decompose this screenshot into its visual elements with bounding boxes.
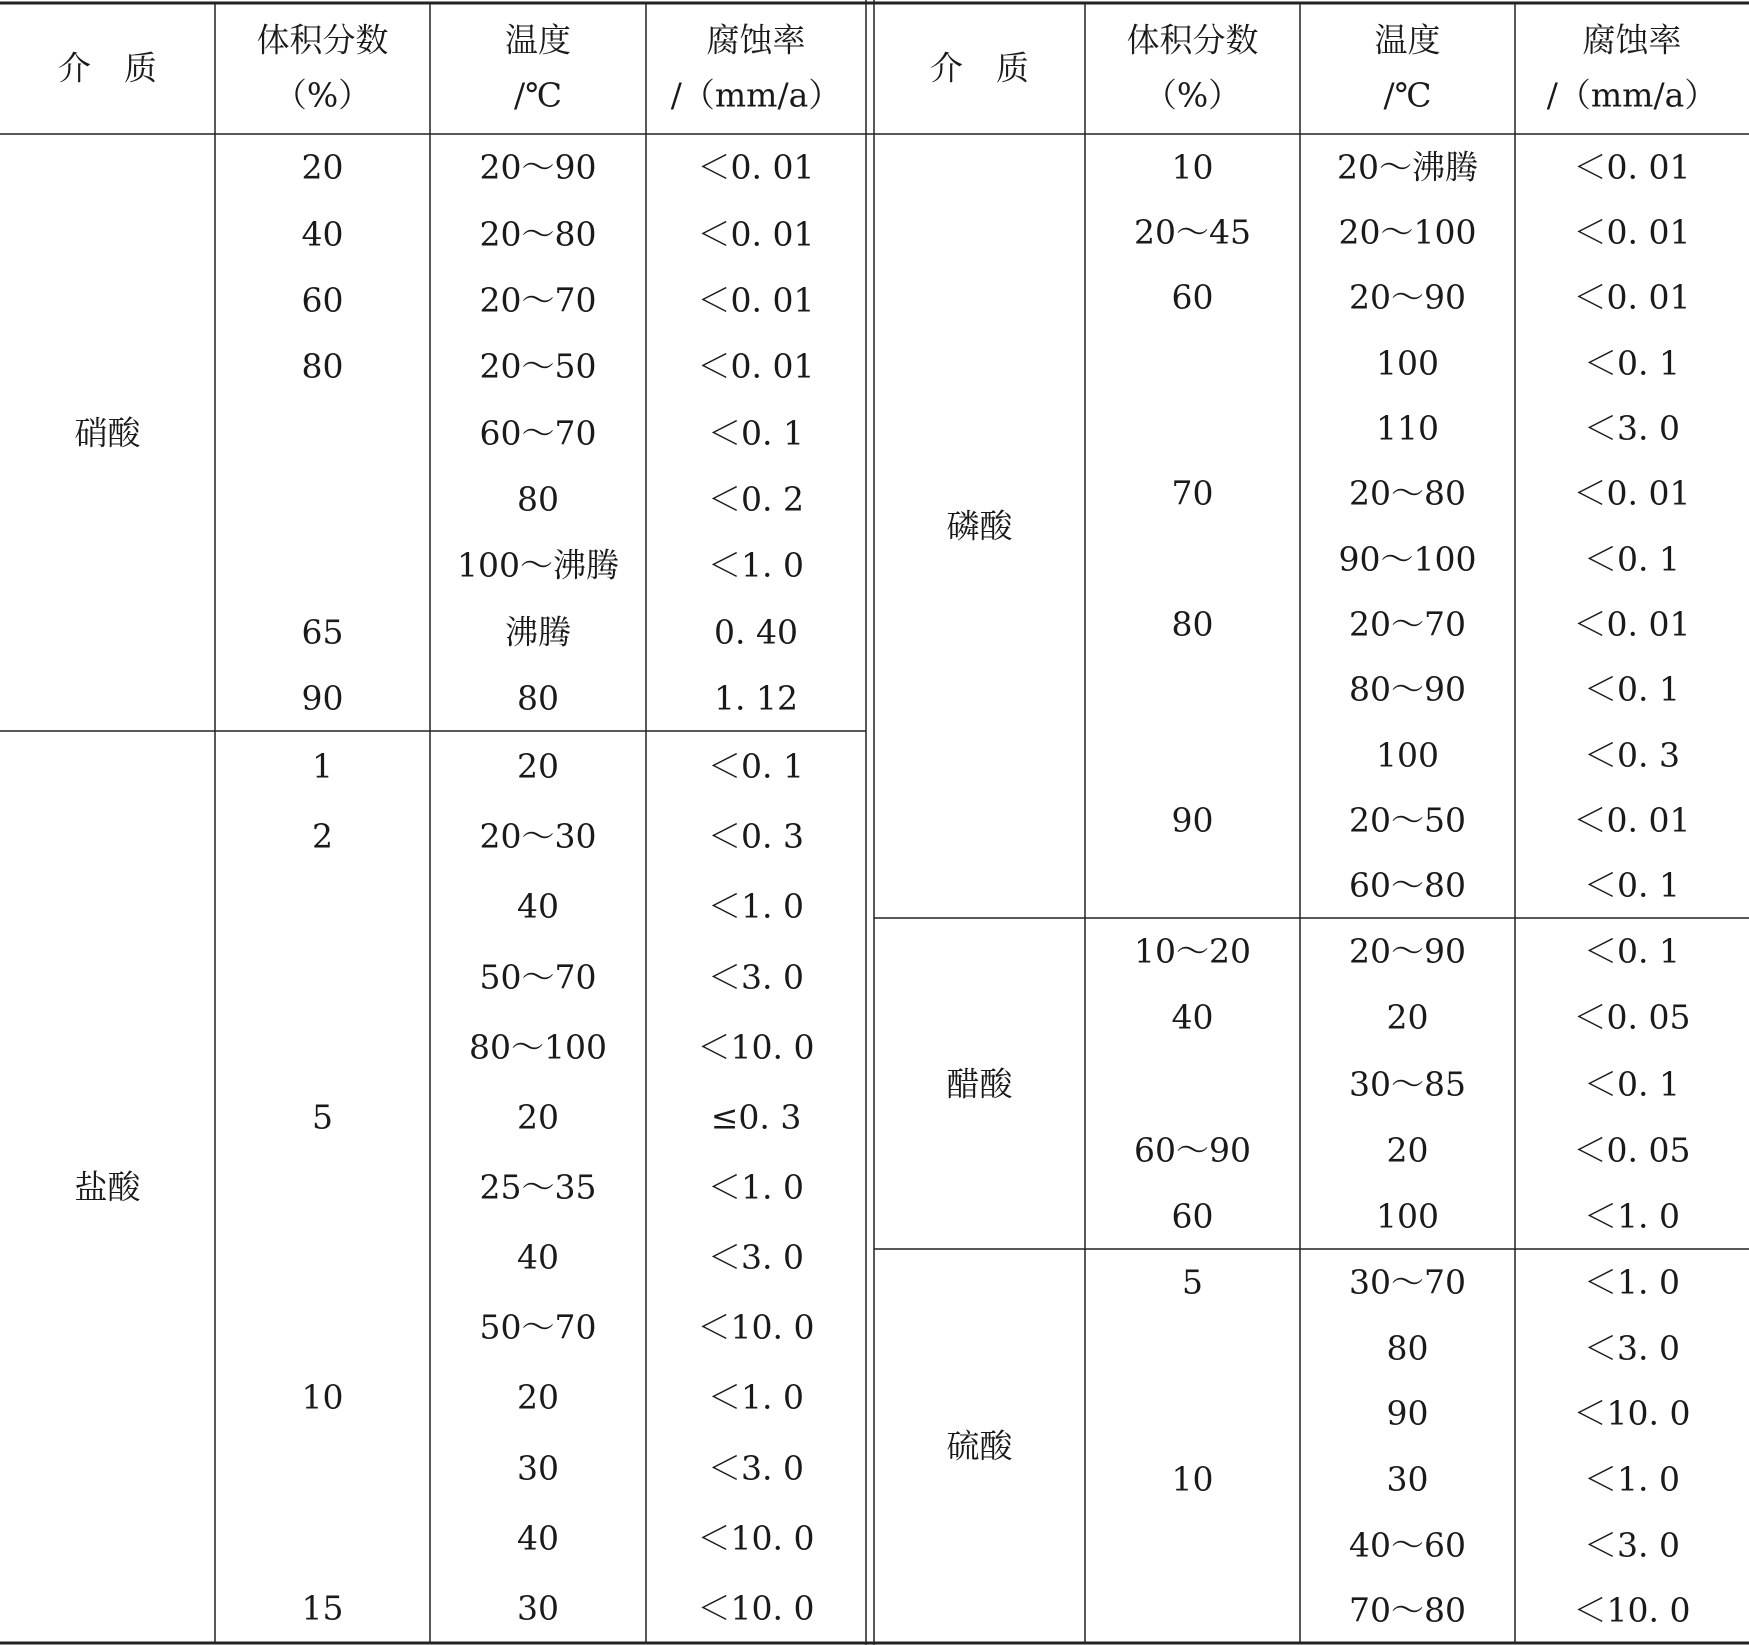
corrosion-rate-cell: ＜0. 01: [1573, 212, 1691, 252]
temperature-cell: 40～60: [1349, 1525, 1466, 1564]
corrosion-rate-cell: ＜0. 01: [1573, 277, 1691, 317]
corrosion-rate-cell: ＜0. 1: [1584, 343, 1680, 383]
corrosion-rate-cell: ＜0. 1: [708, 413, 804, 452]
corrosion-rate-cell: ＜0. 3: [708, 816, 804, 856]
corrosion-rate-cell: ＜3. 0: [1584, 408, 1680, 448]
corrosion-rate-cell: ＜3. 0: [1584, 1328, 1680, 1367]
temperature-cell: 100: [1376, 343, 1439, 383]
temperature-cell: 20～70: [1349, 604, 1466, 644]
temperature-cell: 50～70: [479, 1307, 597, 1347]
volume-fraction-cell: 90: [301, 678, 344, 718]
volume-fraction-cell: 40: [1171, 997, 1214, 1037]
temperature-cell: 30～85: [1349, 1064, 1466, 1103]
volume-fraction-cell: 10: [301, 1377, 344, 1417]
temperature-cell: 20～50: [479, 346, 597, 386]
temperature-cell: 25～35: [479, 1167, 597, 1207]
temperature-cell: 20: [1386, 997, 1429, 1037]
temperature-cell: 90: [1386, 1393, 1429, 1433]
medium-name: 醋酸: [946, 1064, 1013, 1103]
corrosion-rate-cell: ≤0. 3: [710, 1097, 802, 1137]
corrosion-rate-cell: ＜3. 0: [708, 1237, 804, 1277]
temperature-cell: 50～70: [479, 957, 597, 997]
volume-fraction-cell: 80: [1171, 604, 1214, 644]
temperature-cell: 100: [1376, 1196, 1439, 1236]
medium-name: 硫酸: [946, 1426, 1013, 1466]
header-volume-fraction-unit: （%）: [1143, 75, 1242, 115]
header-medium: 介 质: [58, 48, 157, 88]
header-temperature-unit: /℃: [1383, 75, 1432, 115]
corrosion-rate-cell: ＜1. 0: [1584, 1262, 1680, 1302]
temperature-cell: 80: [1386, 1328, 1429, 1367]
temperature-cell: 沸腾: [505, 612, 571, 651]
corrosion-rate-cell: ＜1. 0: [708, 1167, 804, 1207]
header-corrosion-rate: 腐蚀率: [1582, 20, 1682, 60]
header-temperature: 温度: [1374, 20, 1441, 60]
temperature-cell: 20～30: [479, 816, 597, 856]
temperature-cell: 20～80: [479, 214, 597, 253]
temperature-cell: 60～80: [1349, 865, 1466, 905]
temperature-cell: 40: [517, 1518, 559, 1558]
corrosion-rate-cell: ＜3. 0: [708, 1448, 804, 1488]
corrosion-rate-cell: ＜0. 2: [708, 479, 804, 519]
corrosion-rate-cell: ＜0. 1: [708, 746, 804, 786]
volume-fraction-cell: 20～45: [1134, 212, 1251, 252]
header-corrosion-rate-unit: /（mm/a）: [1546, 75, 1718, 115]
temperature-cell: 100: [1376, 735, 1439, 775]
volume-fraction-cell: 60: [1171, 1196, 1214, 1236]
temperature-cell: 30: [1386, 1459, 1429, 1499]
corrosion-rate-cell: ＜1. 0: [1584, 1459, 1680, 1499]
corrosion-rate-cell: ＜10. 0: [697, 1027, 815, 1067]
corrosion-rate-cell: ＜0. 05: [1573, 1130, 1691, 1170]
corrosion-rate-cell: ＜10. 0: [697, 1518, 815, 1558]
temperature-cell: 100～沸腾: [457, 545, 619, 585]
corrosion-rate-cell: ＜0. 1: [1584, 539, 1680, 579]
temperature-cell: 20: [517, 1377, 559, 1417]
volume-fraction-cell: 10～20: [1134, 931, 1251, 971]
temperature-cell: 90～100: [1338, 539, 1477, 579]
corrosion-rate-cell: 0. 40: [714, 612, 798, 651]
volume-fraction-cell: 15: [301, 1588, 344, 1628]
corrosion-rate-cell: ＜0. 01: [697, 280, 815, 320]
corrosion-rate-cell: ＜0. 01: [1573, 473, 1691, 513]
temperature-cell: 20: [517, 746, 559, 786]
volume-fraction-cell: 70: [1171, 473, 1214, 513]
corrosion-rate-cell: ＜0. 01: [697, 214, 815, 253]
volume-fraction-cell: 60: [301, 280, 344, 320]
volume-fraction-cell: 10: [1171, 1459, 1214, 1499]
corrosion-rate-cell: 1. 12: [714, 678, 798, 718]
temperature-cell: 110: [1376, 408, 1439, 448]
volume-fraction-cell: 2: [312, 816, 333, 856]
volume-fraction-cell: 60～90: [1134, 1130, 1251, 1170]
header-temperature: 温度: [505, 20, 571, 60]
temperature-cell: 30: [517, 1588, 559, 1628]
corrosion-rate-cell: ＜1. 0: [708, 545, 804, 585]
corrosion-rate-cell: ＜10. 0: [1573, 1590, 1691, 1630]
corrosion-rate-cell: ＜0. 01: [1573, 800, 1691, 840]
header-medium: 介 质: [930, 48, 1029, 88]
temperature-cell: 20～80: [1349, 473, 1466, 513]
temperature-cell: 80～100: [469, 1027, 607, 1067]
header-volume-fraction: 体积分数: [256, 20, 389, 60]
temperature-cell: 20～沸腾: [1337, 147, 1478, 187]
volume-fraction-cell: 5: [1182, 1262, 1203, 1302]
header-temperature-unit: /℃: [513, 75, 563, 115]
corrosion-rate-cell: ＜1. 0: [708, 886, 804, 926]
corrosion-rate-cell: ＜0. 1: [1584, 669, 1680, 709]
temperature-cell: 20～50: [1349, 800, 1466, 840]
temperature-cell: 30: [517, 1448, 559, 1488]
volume-fraction-cell: 20: [301, 147, 344, 187]
corrosion-rate-cell: ＜1. 0: [708, 1377, 804, 1417]
medium-name: 盐酸: [74, 1167, 141, 1207]
temperature-cell: 20～90: [479, 147, 597, 187]
temperature-cell: 70～80: [1349, 1590, 1466, 1630]
corrosion-rate-cell: ＜3. 0: [1584, 1525, 1680, 1564]
corrosion-rate-cell: ＜0. 05: [1573, 997, 1691, 1037]
volume-fraction-cell: 5: [312, 1097, 333, 1137]
corrosion-rate-cell: ＜10. 0: [697, 1588, 815, 1628]
temperature-cell: 20～90: [1349, 931, 1466, 971]
header-corrosion-rate-unit: /（mm/a）: [670, 75, 842, 115]
corrosion-rate-cell: ＜0. 01: [1573, 147, 1691, 187]
temperature-cell: 40: [517, 886, 559, 926]
temperature-cell: 20～90: [1349, 277, 1466, 317]
temperature-cell: 80: [517, 479, 559, 519]
corrosion-rate-cell: ＜0. 1: [1584, 1064, 1680, 1103]
corrosion-rate-cell: ＜0. 01: [1573, 604, 1691, 644]
medium-name: 硝酸: [74, 413, 141, 452]
volume-fraction-cell: 40: [301, 214, 344, 253]
corrosion-rate-cell: ＜0. 1: [1584, 931, 1680, 971]
volume-fraction-cell: 90: [1171, 800, 1214, 840]
corrosion-rate-cell: ＜0. 1: [1584, 865, 1680, 905]
medium-name: 磷酸: [946, 506, 1013, 546]
volume-fraction-cell: 60: [1171, 277, 1214, 317]
header-volume-fraction-unit: （%）: [273, 75, 372, 115]
temperature-cell: 80: [517, 678, 559, 718]
temperature-cell: 40: [517, 1237, 559, 1277]
temperature-cell: 80～90: [1349, 669, 1466, 709]
temperature-cell: 60～70: [479, 413, 597, 452]
temperature-cell: 20: [1386, 1130, 1429, 1170]
corrosion-rate-cell: ＜0. 01: [697, 147, 815, 187]
temperature-cell: 20～100: [1338, 212, 1477, 252]
temperature-cell: 20～70: [479, 280, 597, 320]
corrosion-rate-cell: ＜10. 0: [697, 1307, 815, 1347]
volume-fraction-cell: 10: [1171, 147, 1214, 187]
header-volume-fraction: 体积分数: [1126, 20, 1259, 60]
temperature-cell: 30～70: [1349, 1262, 1466, 1302]
volume-fraction-cell: 1: [312, 746, 333, 786]
volume-fraction-cell: 65: [301, 612, 344, 651]
temperature-cell: 20: [517, 1097, 559, 1137]
corrosion-rate-cell: ＜10. 0: [1573, 1393, 1691, 1433]
corrosion-rate-cell: ＜1. 0: [1584, 1196, 1680, 1236]
header-corrosion-rate: 腐蚀率: [706, 20, 806, 60]
corrosion-rate-cell: ＜3. 0: [708, 957, 804, 997]
corrosion-rate-cell: ＜0. 3: [1584, 735, 1680, 775]
corrosion-rate-cell: ＜0. 01: [697, 346, 815, 386]
volume-fraction-cell: 80: [301, 346, 344, 386]
